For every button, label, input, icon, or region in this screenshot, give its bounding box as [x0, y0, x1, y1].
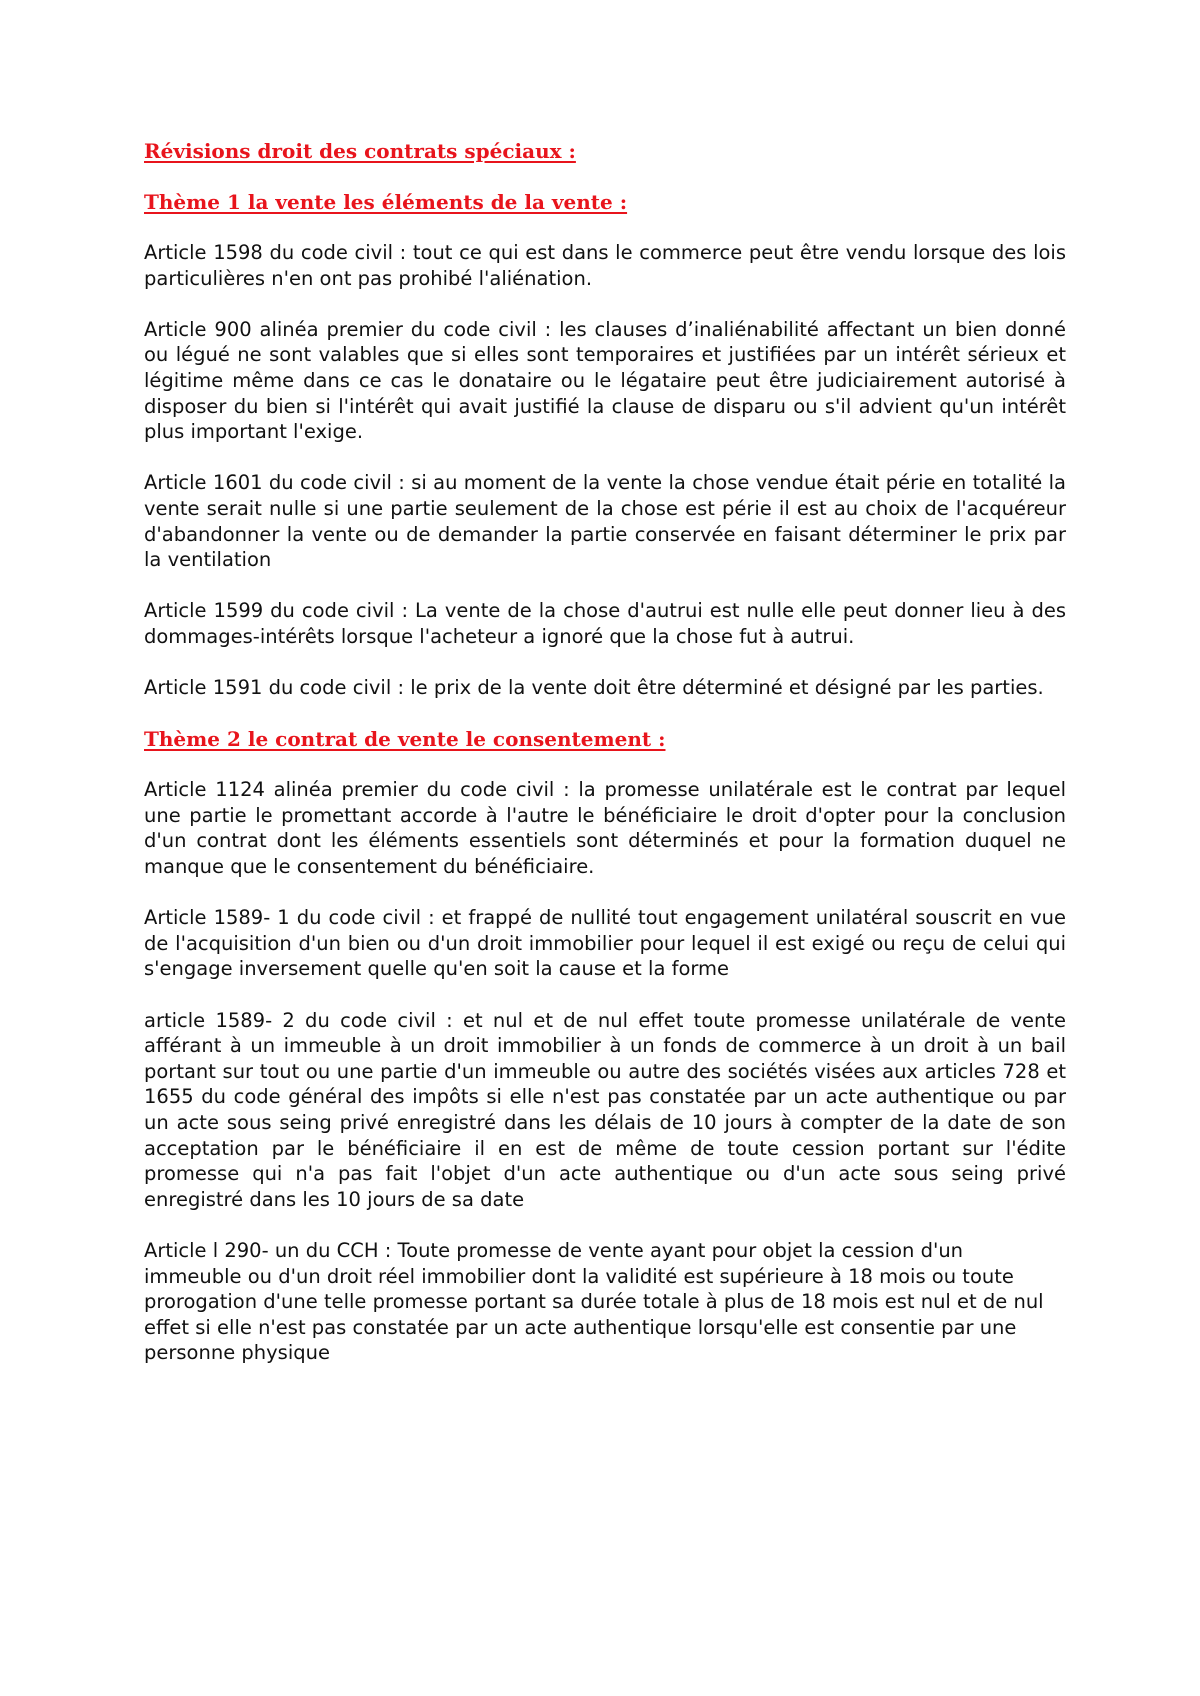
article-1601: Article 1601 du code civil : si au moment de la vente la chose vendue était périe en totalité la vente serait nulle si une partie seulement de la chose est périe il est au choix de l'acquéreur d'abandonner la vente ou de demander la partie conservée en faisant déterminer le prix par la ventilation	[144, 471, 1066, 572]
article-1598: Article 1598 du code civil : tout ce qui est dans le commerce peut être vendu lorsque des lois particulières n'en ont pas prohibé l'aliénation.	[144, 241, 1066, 290]
article-900: Article 900 alinéa premier du code civil : les clauses d’inaliénabilité affectant un bien donné ou légué ne sont valables que si elles sont temporaires et justifiées par un intérêt sérieux et légitime même dans ce cas le donataire ou le légataire peut être judiciairement autorisé à disposer du bien si l'intérêt qui avait justifié la clause de disparu ou s'il advient qu'un intérêt plus important l'exige.	[144, 317, 1066, 444]
article-1124: Article 1124 alinéa premier du code civil : la promesse unilatérale est le contrat par lequel une partie le promettant accorde à l'autre le bénéficiaire le droit d'opter pour la conclusion d'un contrat dont les éléments essentiels sont déterminés et pour la formation duquel ne manque que le consentement du bénéficiaire.	[144, 778, 1066, 879]
section-heading: Thème 1 la vente les éléments de la vente :	[144, 190, 628, 214]
article-1589-1: Article 1589- 1 du code civil : et frappé de nullité tout engagement unilatéral souscrit en vue de l'acquisition d'un bien ou d'un droit immobilier pour lequel il est exigé ou reçu de celui qui s'engage inversement quelle qu'en soit la cause et la forme	[144, 906, 1066, 981]
section-theme-2	[144, 726, 1066, 1366]
section-heading: Thème 2 le contrat de vente le consentement :	[144, 727, 666, 752]
article-1599: Article 1599 du code civil : La vente de la chose d'autrui est nulle elle peut donner lieu à des dommages-intérêts lorsque l'acheteur a ignoré que la chose fut à autrui.	[144, 599, 1066, 648]
document-title: Révisions droit des contrats spéciaux :	[144, 139, 576, 163]
section-theme-1	[144, 189, 1066, 701]
document-page	[144, 138, 1066, 1392]
article-l290-1-cch: Article l 290- un du CCH : Toute promesse de vente ayant pour objet la cession d'un immeuble ou d'un droit réel immobilier dont la validité est supérieure à 18 mois ou toute prorogation d'une telle promesse portant sa durée totale à plus de 18 mois est nul et de nul effet si elle n'est pas constatée par un acte authentique lorsqu'elle est consentie par une personne physique	[144, 1238, 1044, 1365]
article-1589-2: article 1589- 2 du code civil : et nul et de nul effet toute promesse unilatérale de vente afférant à un immeuble à un droit immobilier à un fonds de commerce à un droit à un bail portant sur tout ou une partie d'un immeuble ou autre des sociétés visées aux articles 728 et 1655 du code général des impôts si elle n'est pas constatée par un acte authentique ou par un acte sous seing privé enregistré dans les délais de 10 jours à compter de la date de son acceptation par le bénéficiaire il en est de même de toute cession portant sur l'édite promesse qui n'a pas fait l'objet d'un acte authentique ou d'un acte sous seing privé enregistré dans les 10 jours de sa date	[144, 1008, 1066, 1211]
article-1591: Article 1591 du code civil : le prix de la vente doit être déterminé et désigné par les parties.	[144, 676, 1044, 700]
